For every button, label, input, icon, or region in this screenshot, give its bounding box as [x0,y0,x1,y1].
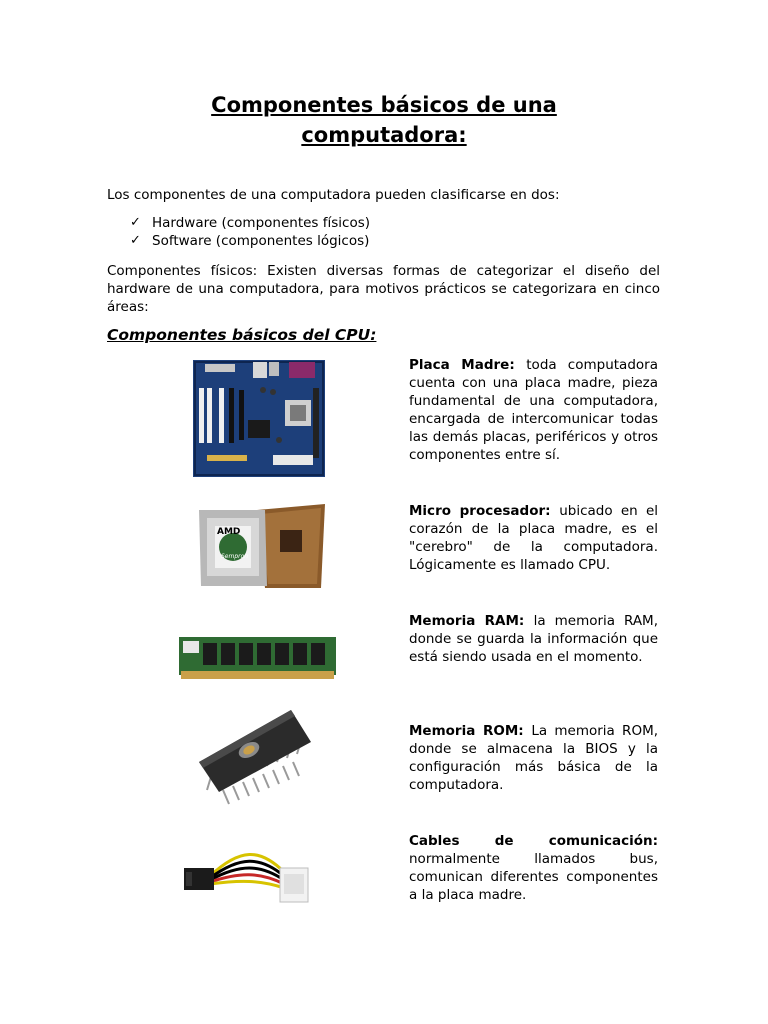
ram-image [179,633,336,681]
processor-model-label: Sempron [221,553,249,560]
title-line-2: computadora: [301,123,467,147]
bullet-text: Hardware (componentes físicos) [152,215,371,231]
intro-text: Los componentes de una computadora pueden clasificarse en dos: [107,187,560,203]
component-name: Memoria ROM: [409,723,532,739]
rom-chip-image [183,700,317,810]
section-subtitle: Componentes básicos del CPU: [107,326,377,344]
bullet-item [130,232,370,250]
component-description [409,502,658,574]
component-desc: toda computadora cuenta con una placa madre, pieza fundamental de una computadora, encargada de intercomunicar todas las demás placas, periféricos y otros componentes entre sí. [409,357,658,463]
power-cable-image [180,838,312,908]
page-title [0,90,768,150]
component-description [409,832,658,904]
bullet-list [130,214,370,250]
component-desc: normalmente llamados bus, comunican diferentes componentes a la placa madre. [409,851,658,903]
processor-brand-label: AMD [217,527,241,537]
checkmark-icon: ✓ [130,215,141,230]
body-paragraph: Componentes físicos: Existen diversas formas de categorizar el diseño del hardware de una computadora, para motivos prácticos se categorizara en cinco áreas: [107,263,660,315]
motherboard-image [193,360,325,477]
component-description [409,356,658,464]
component-desc: ubicado en el corazón de la placa madre, es el "cerebro" de la computadora. Lógicamente es llamado CPU. [409,503,659,573]
checkmark-icon: ✓ [130,233,141,248]
bullet-item [130,214,370,232]
component-desc: la memoria RAM, donde se guarda la información que está siendo usada en el momento. [409,613,658,665]
component-name: Cables de comunicación: [409,833,658,849]
title-line-1: Componentes básicos de una [211,93,557,117]
component-desc: La memoria ROM, donde se almacena la BIOS y la configuración más básica de la computadora. [409,723,659,793]
processor-image [195,500,330,595]
bullet-text: Software (componentes lógicos) [152,233,370,249]
component-name: Memoria RAM: [409,613,534,629]
component-name: Placa Madre: [409,357,527,373]
component-description [409,612,658,666]
component-description [409,722,658,794]
component-name: Micro procesador: [409,503,560,519]
